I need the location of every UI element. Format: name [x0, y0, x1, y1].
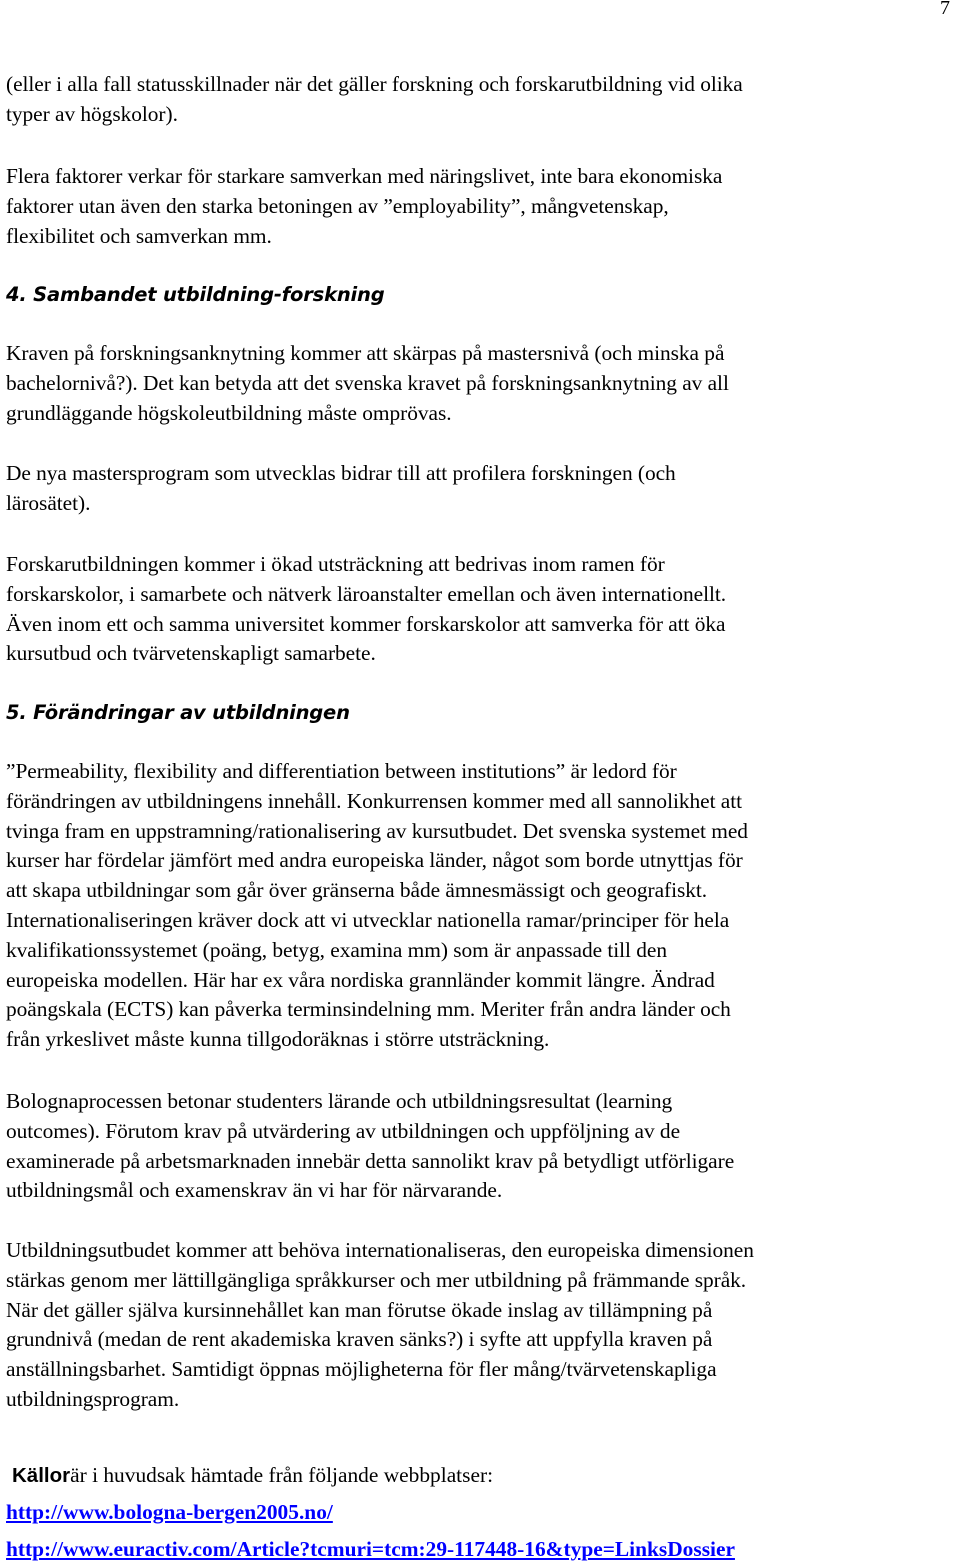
- text-line: ”Permeability, flexibility and differentiation between institutions” är ledord för: [6, 759, 677, 783]
- paragraph-doctoral-education: [6, 550, 946, 669]
- sources-text: är i huvudsak hämtade från följande webbplatser:: [70, 1463, 494, 1487]
- text-line: lärosätet).: [6, 490, 91, 515]
- text-line: De nya mastersprogram som utvecklas bidrar till att profilera forskningen (och: [6, 461, 676, 485]
- text-line: utbildningsmål och examenskrav än vi har för närvarande.: [6, 1178, 503, 1203]
- text-line: Utbildningsutbudet kommer att behöva internationaliseras, den europeiska dimensionen: [6, 1238, 754, 1262]
- text-line: outcomes). Förutom krav på utvärdering av utbildningen och uppföljning av de: [6, 1118, 681, 1143]
- sources-line: [12, 1461, 493, 1490]
- link-euractiv[interactable]: http://www.euractiv.com/Article?tcmuri=tcm:29-117448-16&type=LinksDossier: [6, 1537, 735, 1561]
- text-line: Kraven på forskningsanknytning kommer att skärpas på mastersnivå (och minska på: [6, 341, 725, 365]
- text-line: grundnivå (medan de rent akademiska kraven sänks?) i syfte att uppfylla kraven på: [6, 1327, 713, 1352]
- text-line: flexibilitet och samverkan mm.: [6, 223, 272, 248]
- text-line: utbildningsprogram.: [6, 1386, 180, 1411]
- text-line: europeiska modellen. Här har ex våra nordiska grannländer kommit längre. Ändrad: [6, 967, 715, 992]
- text-line: tvinga fram en uppstramning/rationalisering av kursutbudet. Det svenska systemet med: [6, 818, 748, 843]
- text-line: stärkas genom mer lättillgängliga språkkurser och mer utbildning på främmande språk.: [6, 1267, 747, 1292]
- text-line: Internationaliseringen kräver dock att vi utvecklar nationella ramar/principer för hela: [6, 907, 730, 932]
- text-line: typer av högskolor).: [6, 101, 178, 126]
- text-line: Forskarutbildningen kommer i ökad utsträckning att bedrivas inom ramen för: [6, 552, 665, 576]
- text-line: Även inom ett och samma universitet kommer forskarskolor att samverka för att öka: [6, 611, 726, 636]
- text-line: Bolognaprocessen betonar studenters lärande och utbildningsresultat (learning: [6, 1089, 673, 1113]
- text-line: examinerade på arbetsmarknaden innebär detta sannolikt krav på betydligt utförligare: [6, 1148, 735, 1173]
- text-line: När det gäller själva kursinnehållet kan man förutse ökade inslag av tillämpning på: [6, 1297, 713, 1322]
- paragraph-internationalisation: [6, 1236, 946, 1415]
- text-line: grundläggande högskoleutbildning måste omprövas.: [6, 400, 452, 425]
- text-line: poängskala (ECTS) kan påverka terminsindelning mm. Meriter från andra länder och: [6, 997, 731, 1022]
- text-line: kursutbud och tvärvetenskapligt samarbete.: [6, 641, 376, 666]
- paragraph-masters-programs: [6, 459, 946, 519]
- text-line: forskarskolor, i samarbete och nätverk läroanstalter emellan och även internationellt.: [6, 581, 727, 606]
- paragraph-industry-collaboration: [6, 162, 946, 251]
- text-line: faktorer utan även den starka betoningen av ”employability”, mångvetenskap,: [6, 193, 669, 218]
- text-line: bachelornivå?). Det kan betyda att det svenska kravet på forskningsanknytning av all: [6, 370, 729, 395]
- text-line: kvalifikationssystemet (poäng, betyg, examina mm) som är anpassade till den: [6, 937, 667, 962]
- paragraph-research-requirements: [6, 339, 946, 428]
- paragraph-status-differences: [6, 70, 946, 130]
- text-line: förändringen av utbildningens innehåll. Konkurrensen kommer med all sannolikhet att: [6, 788, 743, 813]
- section-heading-4: 4. Sambandet utbildning-forskning: [6, 283, 385, 306]
- text-line: anställningsbarhet. Samtidigt öppnas möjligheterna för fler mång/tvärvetenskapliga: [6, 1357, 717, 1382]
- paragraph-bologna-process: [6, 1087, 946, 1206]
- text-line: kurser har fördelar jämfört med andra europeiska länder, något som borde utnyttjas för: [6, 848, 743, 873]
- text-line: att skapa utbildningar som går över gränserna både ämnesmässigt och geografiskt.: [6, 878, 708, 903]
- text-line: (eller i alla fall statusskillnader när det gäller forskning och forskarutbildning vid olika: [6, 72, 743, 96]
- text-line: från yrkeslivet måste kunna tillgodoräknas i större utsträckning.: [6, 1027, 550, 1052]
- paragraph-education-changes: [6, 757, 946, 1055]
- link-bologna-bergen[interactable]: http://www.bologna-bergen2005.no/: [6, 1500, 333, 1524]
- page-number: 7: [940, 0, 950, 19]
- section-heading-5: 5. Förändringar av utbildningen: [6, 701, 350, 724]
- sources-label: Källor: [12, 1464, 71, 1487]
- text-line: Flera faktorer verkar för starkare samverkan med näringslivet, inte bara ekonomiska: [6, 164, 723, 188]
